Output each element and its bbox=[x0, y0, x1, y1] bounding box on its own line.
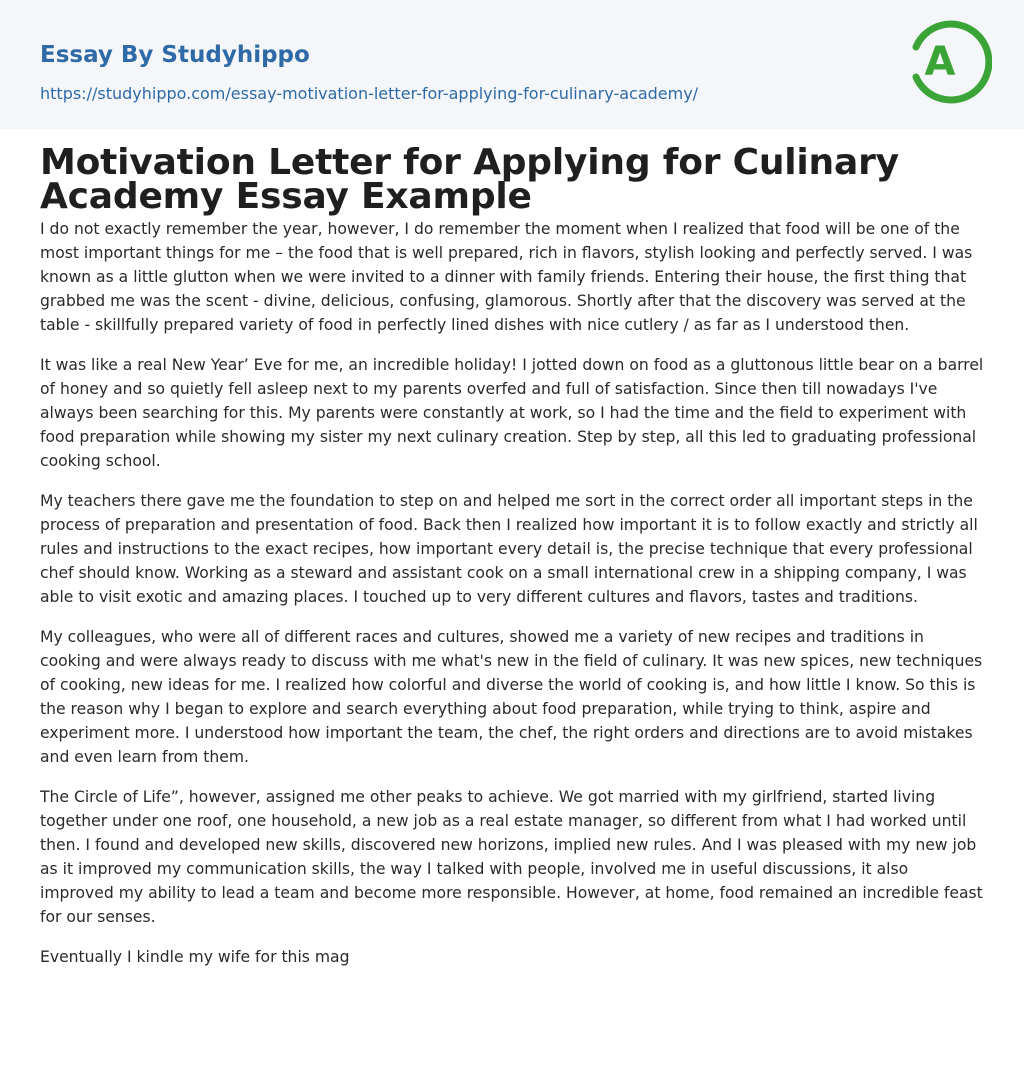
essay-title: Motivation Letter for Applying for Culinary Academy Essay Example bbox=[40, 142, 899, 217]
site-header bbox=[0, 0, 1024, 129]
essay-paragraph-6: Eventually I kindle my wife for this mag bbox=[40, 948, 350, 966]
essay-paragraph-5: The Circle of Life”, however, assigned me other peaks to achieve. We got married with my girlfriend, started living together under one roof, one household, a new job as a real estate manager, so different from what I had worked until then. I found and developed new skills, discovered new horizons, implied new rules. And I was pleased with my new job as it improved my communication skills, the way I talked with people, involved me in useful discussions, it also improved my ability to lead a team and become more responsible. However, at home, food remained an incredible feast for our senses. bbox=[40, 788, 983, 926]
essay-content bbox=[40, 142, 985, 985]
logo-letter: A bbox=[924, 39, 956, 85]
source-url-link[interactable]: https://studyhippo.com/essay-motivation-letter-for-applying-for-culinary-academy/ bbox=[40, 84, 699, 103]
studyhippo-logo-icon[interactable] bbox=[908, 17, 992, 107]
essay-paragraph-1: I do not exactly remember the year, however, I do remember the moment when I realized that food will be one of the most important things for me – the food that is well prepared, rich in flavors, stylish looking and perfectly served. I was known as a little glutton when we were invited to a dinner with family friends. Entering their house, the first thing that grabbed me was the scent - divine, delicious, confusing, glamorous. Shortly after that the discovery was served at the table - skillfully prepared variety of food in perfectly lined dishes with nice cutlery / as far as I understood then. bbox=[40, 220, 973, 334]
essay-paragraph-3: My teachers there gave me the foundation to step on and helped me sort in the correct order all important steps in the process of preparation and presentation of food. Back then I realized how important it is to follow exactly and strictly all rules and instructions to the exact recipes, how important every detail is, the precise technique that every professional chef should know. Working as a steward and assistant cook on a small international crew in a shipping company, I was able to visit exotic and amazing places. I touched up to very different cultures and flavors, tastes and traditions. bbox=[40, 492, 978, 606]
essay-paragraph-4: My colleagues, who were all of different races and cultures, showed me a variety of new recipes and traditions in cooking and were always ready to discuss with me what's new in the field of culinary. It was new spices, new techniques of cooking, new ideas for me. I realized how colorful and diverse the world of cooking is, and how little I know. So this is the reason why I began to explore and search everything about food preparation, while trying to think, aspire and experiment more. I understood how important the team, the chef, the right orders and directions are to avoid mistakes and even learn from them. bbox=[40, 628, 983, 766]
site-title[interactable]: Essay By Studyhippo bbox=[40, 42, 310, 68]
essay-paragraph-2: It was like a real New Year’ Eve for me, an incredible holiday! I jotted down on food as a gluttonous little bear on a barrel of honey and so quietly fell asleep next to my parents overfed and full of satisfaction. Since then till nowadays I've always been searching for this. My parents were constantly at work, so I had the time and the field to experiment with food preparation while showing my sister my next culinary creation. Step by step, all this led to graduating professional cooking school. bbox=[40, 356, 984, 470]
